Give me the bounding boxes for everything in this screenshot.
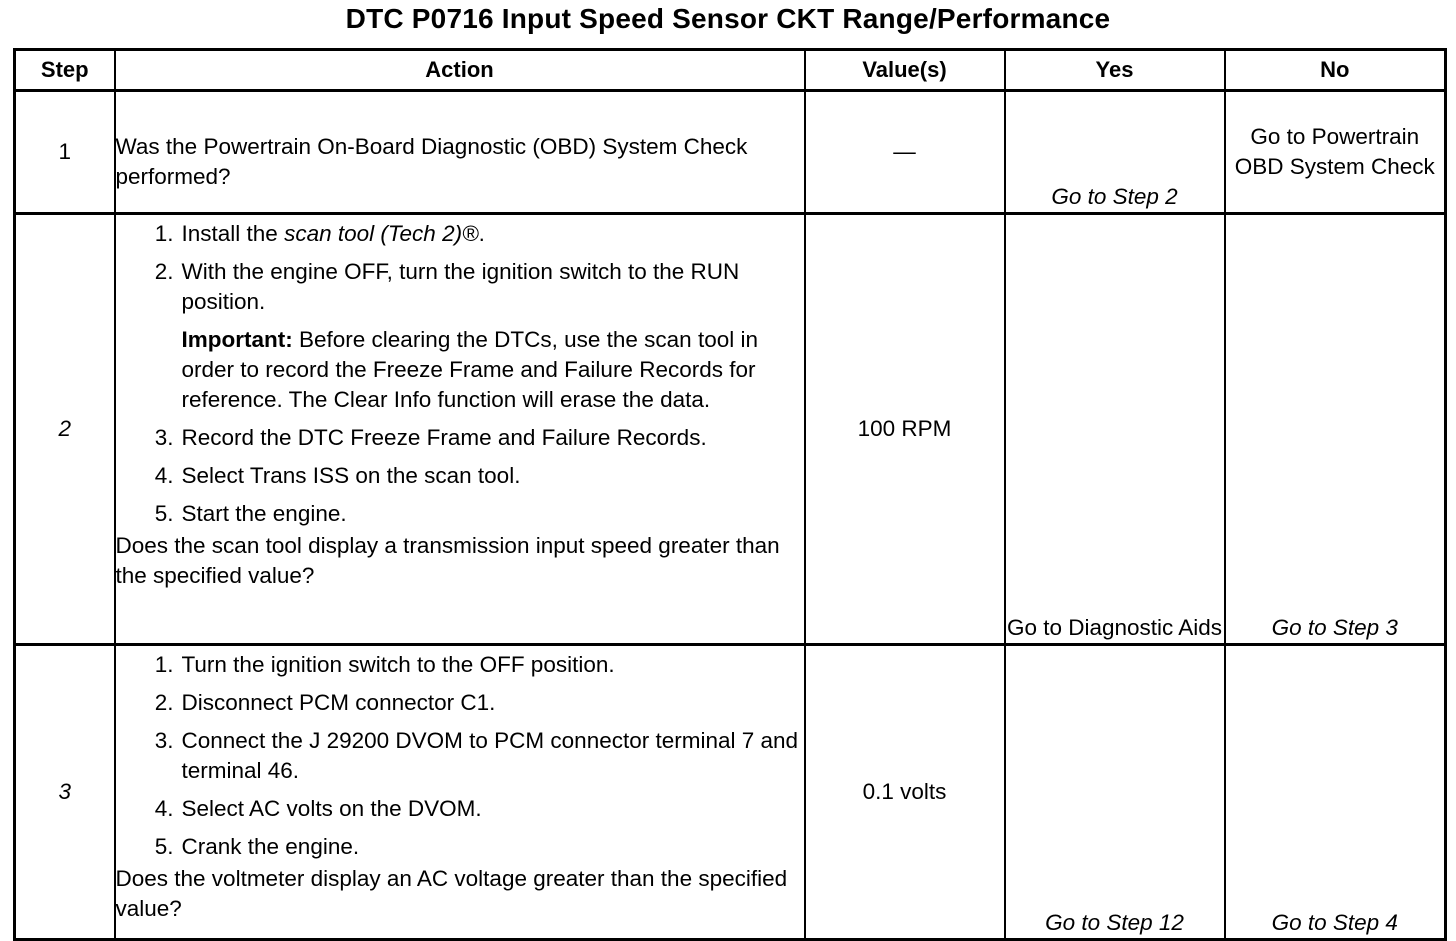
list-item xyxy=(146,219,804,249)
header-yes: Yes xyxy=(1005,50,1225,91)
action-steps-list xyxy=(116,423,804,529)
tool-name: scan tool (Tech 2)® xyxy=(284,221,479,246)
header-step: Step xyxy=(15,50,115,91)
value-cell: 100 RPM xyxy=(805,214,1005,645)
list-item-text: Start the engine. xyxy=(181,501,347,526)
list-item xyxy=(146,688,804,718)
list-item xyxy=(146,832,804,862)
yes-goto-link[interactable]: Go to Step 12 xyxy=(1045,910,1184,935)
list-item-text: Select AC volts on the DVOM. xyxy=(181,796,482,821)
value-cell: — xyxy=(805,91,1005,214)
no-goto-link[interactable]: Go to Step 3 xyxy=(1271,615,1398,640)
yes-cell xyxy=(1005,645,1225,940)
value-cell: 0.1 volts xyxy=(805,645,1005,940)
action-cell xyxy=(115,91,805,214)
important-note xyxy=(182,325,804,415)
list-item-number: 2. xyxy=(154,259,174,284)
important-text: Before clearing the DTCs, use the scan tool in order to record the Freeze Frame and Failure Records for reference. The Clear Info function will erase the data. xyxy=(181,327,758,412)
list-item-text: Select Trans ISS on the scan tool. xyxy=(181,463,521,488)
list-item-text: Install the xyxy=(181,221,285,246)
step-number: 3 xyxy=(15,645,115,940)
yes-cell xyxy=(1005,91,1225,214)
step-number: 1 xyxy=(15,91,115,214)
list-item xyxy=(146,794,804,824)
list-item-text: Record the DTC Freeze Frame and Failure Records. xyxy=(181,425,707,450)
list-item-number: 4. xyxy=(154,796,174,821)
action-steps-list xyxy=(116,219,804,317)
list-item xyxy=(146,423,804,453)
list-item xyxy=(146,461,804,491)
table-row xyxy=(15,645,1446,940)
list-item xyxy=(146,257,804,317)
action-question: Does the scan tool display a transmission input speed greater than the specified value? xyxy=(115,533,780,588)
header-action: Action xyxy=(115,50,805,91)
header-no: No xyxy=(1225,50,1446,91)
header-values: Value(s) xyxy=(805,50,1005,91)
yes-cell xyxy=(1005,214,1225,645)
list-item-number: 3. xyxy=(154,728,174,753)
no-cell xyxy=(1225,645,1446,940)
action-cell xyxy=(115,645,805,940)
no-cell xyxy=(1225,91,1446,214)
table-row xyxy=(15,214,1446,645)
list-item-text: Turn the ignition switch to the OFF position. xyxy=(181,652,615,677)
action-steps-list xyxy=(116,650,804,862)
action-cell xyxy=(115,214,805,645)
list-item xyxy=(146,499,804,529)
yes-goto-link[interactable]: Go to Diagnostic Aids xyxy=(1006,615,1223,640)
yes-goto-link[interactable]: Go to Step 2 xyxy=(1051,184,1178,209)
step-number: 2 xyxy=(15,214,115,645)
no-goto-link[interactable]: Go to Step 4 xyxy=(1271,910,1398,935)
list-item-text: Crank the engine. xyxy=(181,834,360,859)
table-row xyxy=(15,91,1446,214)
header-row xyxy=(15,50,1446,91)
list-item-text: Disconnect PCM connector C1. xyxy=(181,690,496,715)
list-item-number: 1. xyxy=(154,221,174,246)
list-item-number: 5. xyxy=(154,501,174,526)
list-item-text: With the engine OFF, turn the ignition switch to the RUN position. xyxy=(181,259,740,314)
action-question: Was the Powertrain On-Board Diagnostic (OBD) System Check performed? xyxy=(115,134,748,189)
list-item-text: Connect the J 29200 DVOM to PCM connector terminal 7 and terminal 46. xyxy=(181,728,799,783)
list-item-number: 4. xyxy=(154,463,174,488)
list-item xyxy=(146,650,804,680)
page-title: DTC P0716 Input Speed Sensor CKT Range/Performance xyxy=(345,3,1111,34)
list-item-number: 1. xyxy=(154,652,174,677)
diagnostic-table xyxy=(13,48,1447,941)
no-goto-link[interactable]: Go to Powertrain OBD System Check xyxy=(1234,124,1435,179)
list-item-number: 2. xyxy=(154,690,174,715)
list-item xyxy=(146,726,804,786)
no-cell xyxy=(1225,214,1446,645)
list-item-text: . xyxy=(478,221,485,246)
important-label: Important: xyxy=(181,327,293,352)
action-question: Does the voltmeter display an AC voltage greater than the specified value? xyxy=(115,866,788,921)
list-item-number: 3. xyxy=(154,425,174,450)
list-item-number: 5. xyxy=(154,834,174,859)
